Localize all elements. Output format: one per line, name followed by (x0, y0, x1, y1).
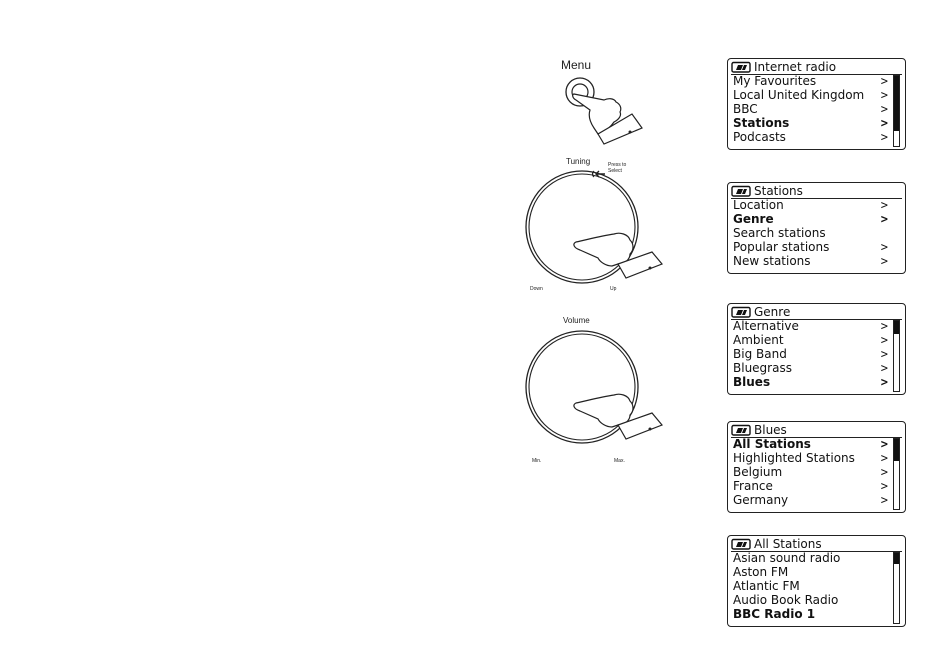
menu-row[interactable] (733, 130, 888, 144)
tuning-label: Tuning (566, 157, 591, 166)
menu-row-label: Search stations (733, 226, 826, 240)
scrollbar[interactable] (893, 320, 900, 392)
menu-row[interactable] (733, 465, 888, 479)
menu-row-label: New stations (733, 254, 811, 268)
menu-row-label: BBC Radio 1 (733, 607, 816, 621)
lcd-screen (727, 421, 906, 513)
menu-row[interactable] (733, 593, 888, 607)
chevron-right-icon: > (880, 333, 888, 347)
radio-folder-icon (731, 61, 751, 73)
press-select-line1: Press to (608, 162, 627, 168)
menu-row-label: Ambient (733, 333, 784, 347)
menu-row-label: Podcasts (733, 130, 786, 144)
chevron-right-icon: > (880, 254, 888, 268)
radio-folder-icon (731, 306, 751, 318)
menu-row[interactable] (733, 451, 888, 465)
screen-header (731, 423, 902, 438)
menu-row-label: Alternative (733, 319, 799, 333)
scrollbar-thumb[interactable] (894, 553, 899, 564)
menu-row[interactable] (733, 347, 888, 361)
menu-row[interactable] (733, 551, 888, 565)
screen-header (731, 184, 902, 199)
volume-label: Volume (563, 316, 590, 325)
lcd-screen (727, 58, 906, 150)
menu-row[interactable] (733, 333, 888, 347)
menu-label: Menu (561, 58, 592, 72)
menu-row[interactable] (733, 493, 888, 507)
menu-row-label: Audio Book Radio (733, 593, 839, 607)
radio-folder-icon (731, 185, 751, 197)
menu-row-label: Highlighted Stations (733, 451, 855, 465)
menu-row-label: France (733, 479, 773, 493)
menu-button[interactable] (560, 76, 650, 148)
menu-row[interactable] (733, 375, 888, 389)
scrollbar[interactable] (893, 552, 900, 624)
chevron-right-icon: > (880, 198, 888, 212)
screen-title: All Stations (754, 537, 822, 551)
menu-row[interactable] (733, 254, 888, 268)
chevron-right-icon: > (880, 319, 888, 333)
chevron-right-icon: > (880, 361, 888, 375)
scrollbar-thumb[interactable] (894, 321, 899, 334)
chevron-right-icon: > (880, 88, 888, 102)
volume-knob[interactable] (522, 331, 692, 455)
volume-max-label: Max. (614, 458, 625, 464)
menu-row-label: Asian sound radio (733, 551, 841, 565)
scrollbar-thumb[interactable] (894, 439, 899, 461)
scrollbar[interactable] (893, 438, 900, 510)
chevron-right-icon: > (880, 240, 888, 254)
menu-row-label: Blues (733, 375, 771, 389)
menu-row-label: Germany (733, 493, 789, 507)
tuning-knob[interactable] (522, 172, 692, 296)
menu-row-label: My Favourites (733, 74, 817, 88)
menu-row[interactable] (733, 102, 888, 116)
chevron-right-icon: > (880, 375, 888, 389)
chevron-right-icon: > (880, 102, 888, 116)
menu-row[interactable] (733, 240, 888, 254)
menu-row[interactable] (733, 88, 888, 102)
menu-row[interactable] (733, 565, 888, 579)
menu-row[interactable] (733, 74, 888, 88)
screen-header (731, 537, 902, 552)
menu-row-label: Stations (733, 116, 790, 130)
chevron-right-icon: > (880, 479, 888, 493)
volume-min-label: Min. (532, 458, 542, 464)
menu-row-label: Genre (733, 212, 774, 226)
menu-row-label: Bluegrass (733, 361, 792, 375)
menu-row-label: Aston FM (733, 565, 789, 579)
menu-row-label: BBC (733, 102, 758, 116)
menu-row-label: Local United Kingdom (733, 88, 865, 102)
menu-row-label: All Stations (733, 437, 811, 451)
pointing-hand-icon (574, 394, 662, 439)
lcd-screen (727, 303, 906, 395)
menu-row[interactable] (733, 579, 888, 593)
chevron-right-icon: > (880, 130, 888, 144)
screen-title: Internet radio (754, 60, 837, 74)
screen-header (731, 60, 902, 75)
menu-row[interactable] (733, 212, 888, 226)
lcd-screen (727, 535, 906, 627)
menu-row[interactable] (733, 319, 888, 333)
chevron-right-icon: > (880, 116, 888, 130)
scrollbar[interactable] (893, 75, 900, 147)
menu-row[interactable] (733, 226, 888, 240)
tuning-down-label: Down (530, 286, 543, 292)
radio-folder-icon (731, 538, 751, 550)
pointing-hand-icon (573, 94, 642, 144)
menu-row-label: Popular stations (733, 240, 830, 254)
radio-folder-icon (731, 424, 751, 436)
menu-row-label: Location (733, 198, 784, 212)
chevron-right-icon: > (880, 212, 888, 226)
screen-title: Genre (754, 305, 791, 319)
lcd-screen (727, 182, 906, 274)
menu-row[interactable] (733, 361, 888, 375)
screen-title: Stations (754, 184, 803, 198)
menu-row-label: Atlantic FM (733, 579, 800, 593)
chevron-right-icon: > (880, 493, 888, 507)
chevron-right-icon: > (880, 437, 888, 451)
chevron-right-icon: > (880, 74, 888, 88)
menu-row-label: Belgium (733, 465, 783, 479)
menu-row[interactable] (733, 479, 888, 493)
screen-title: Blues (754, 423, 787, 437)
scrollbar-thumb[interactable] (894, 76, 899, 131)
menu-row[interactable] (733, 198, 888, 212)
chevron-right-icon: > (880, 347, 888, 361)
menu-row[interactable] (733, 607, 888, 621)
tuning-up-label: Up (610, 286, 617, 292)
chevron-right-icon: > (880, 451, 888, 465)
menu-row-label: Big Band (733, 347, 787, 361)
chevron-right-icon: > (880, 465, 888, 479)
menu-row[interactable] (733, 116, 888, 130)
screen-header (731, 305, 902, 320)
menu-row[interactable] (733, 437, 888, 451)
press-select-line2: Select (608, 168, 622, 174)
pointing-hand-icon (574, 233, 662, 278)
